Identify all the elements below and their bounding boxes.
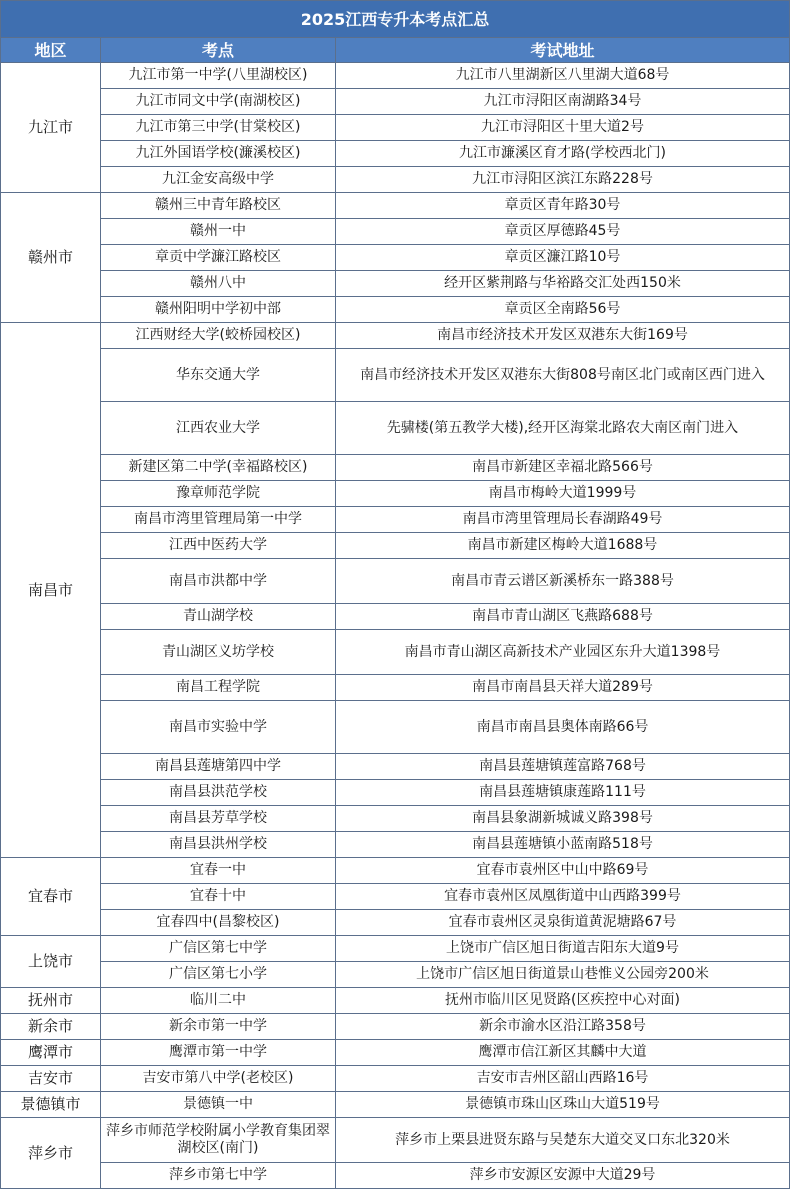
address-cell: 宜春市袁州区中山中路69号 — [336, 858, 790, 884]
site-cell: 萍乡市师范学校附属小学教育集团翠湖校区(南门) — [101, 1118, 336, 1163]
table-row — [1, 1092, 790, 1118]
table-row — [1, 245, 790, 271]
table-row — [1, 141, 790, 167]
site-cell: 吉安市第八中学(老校区) — [101, 1066, 336, 1092]
region-cell: 抚州市 — [1, 988, 101, 1014]
site-cell: 广信区第七小学 — [101, 962, 336, 988]
site-cell: 新余市第一中学 — [101, 1014, 336, 1040]
address-cell: 南昌市南昌县天祥大道289号 — [336, 675, 790, 701]
table-row — [1, 962, 790, 988]
table-row — [1, 701, 790, 754]
table-row — [1, 323, 790, 349]
region-cell: 宜春市 — [1, 858, 101, 936]
site-cell: 广信区第七中学 — [101, 936, 336, 962]
address-cell: 南昌市新建区梅岭大道1688号 — [336, 533, 790, 559]
address-cell: 南昌县象湖新城诚义路398号 — [336, 806, 790, 832]
site-cell: 江西农业大学 — [101, 402, 336, 455]
region-cell: 九江市 — [1, 63, 101, 193]
site-cell: 青山湖学校 — [101, 604, 336, 630]
site-cell: 南昌县芳草学校 — [101, 806, 336, 832]
table-row — [1, 507, 790, 533]
site-cell: 萍乡市第七中学 — [101, 1163, 336, 1189]
address-cell: 南昌市经济技术开发区双港东大街808号南区北门或南区西门进入 — [336, 349, 790, 402]
site-cell: 青山湖区义坊学校 — [101, 630, 336, 675]
site-cell: 九江外国语学校(濂溪校区) — [101, 141, 336, 167]
table-row — [1, 630, 790, 675]
site-cell: 景德镇一中 — [101, 1092, 336, 1118]
address-cell: 南昌县莲塘镇康莲路111号 — [336, 780, 790, 806]
address-cell: 南昌县莲塘镇小蓝南路518号 — [336, 832, 790, 858]
site-cell: 临川二中 — [101, 988, 336, 1014]
table-row — [1, 559, 790, 604]
region-cell: 景德镇市 — [1, 1092, 101, 1118]
address-cell: 南昌市南昌县奥体南路66号 — [336, 701, 790, 754]
site-cell: 南昌县莲塘第四中学 — [101, 754, 336, 780]
site-cell: 赣州八中 — [101, 271, 336, 297]
address-cell: 萍乡市上栗县进贤东路与吴楚东大道交叉口东北320米 — [336, 1118, 790, 1163]
address-cell: 吉安市吉州区韶山西路16号 — [336, 1066, 790, 1092]
address-cell: 南昌市青山湖区飞燕路688号 — [336, 604, 790, 630]
site-cell: 南昌县洪州学校 — [101, 832, 336, 858]
region-cell: 萍乡市 — [1, 1118, 101, 1189]
table-row — [1, 1163, 790, 1189]
table-row — [1, 63, 790, 89]
address-cell: 新余市渝水区沿江路358号 — [336, 1014, 790, 1040]
site-cell: 九江市同文中学(南湖校区) — [101, 89, 336, 115]
table-title: 2025江西专升本考点汇总 — [1, 1, 790, 38]
table-row — [1, 167, 790, 193]
address-cell: 宜春市袁州区灵泉街道黄泥塘路67号 — [336, 910, 790, 936]
site-cell: 南昌市实验中学 — [101, 701, 336, 754]
address-cell: 九江市浔阳区南湖路34号 — [336, 89, 790, 115]
table-row — [1, 1040, 790, 1066]
table-row — [1, 936, 790, 962]
address-cell: 九江市濂溪区育才路(学校西北门) — [336, 141, 790, 167]
site-cell: 赣州阳明中学初中部 — [101, 297, 336, 323]
address-cell: 九江市浔阳区十里大道2号 — [336, 115, 790, 141]
address-cell: 南昌市湾里管理局长春湖路49号 — [336, 507, 790, 533]
table-body — [1, 63, 790, 1189]
table-row — [1, 115, 790, 141]
region-cell: 上饶市 — [1, 936, 101, 988]
table-row — [1, 604, 790, 630]
table-row — [1, 754, 790, 780]
site-cell: 南昌市湾里管理局第一中学 — [101, 507, 336, 533]
site-cell: 九江市第一中学(八里湖校区) — [101, 63, 336, 89]
header-address: 考试地址 — [336, 38, 790, 63]
address-cell: 章贡区濂江路10号 — [336, 245, 790, 271]
header-region: 地区 — [1, 38, 101, 63]
table-row — [1, 219, 790, 245]
address-cell: 九江市八里湖新区八里湖大道68号 — [336, 63, 790, 89]
site-cell: 章贡中学濂江路校区 — [101, 245, 336, 271]
table-row — [1, 884, 790, 910]
site-cell: 赣州一中 — [101, 219, 336, 245]
table-row — [1, 1118, 790, 1163]
region-cell: 鹰潭市 — [1, 1040, 101, 1066]
address-cell: 经开区紫荆路与华裕路交汇处西150米 — [336, 271, 790, 297]
address-cell: 宜春市袁州区凤凰街道中山西路399号 — [336, 884, 790, 910]
address-cell: 抚州市临川区见贤路(区疾控中心对面) — [336, 988, 790, 1014]
table-row — [1, 1014, 790, 1040]
table-row — [1, 832, 790, 858]
table-row — [1, 533, 790, 559]
address-cell: 章贡区厚德路45号 — [336, 219, 790, 245]
table-row — [1, 988, 790, 1014]
region-cell: 赣州市 — [1, 193, 101, 323]
table-row — [1, 1066, 790, 1092]
site-cell: 南昌县洪范学校 — [101, 780, 336, 806]
site-cell: 豫章师范学院 — [101, 481, 336, 507]
site-cell: 江西中医药大学 — [101, 533, 336, 559]
table-row — [1, 481, 790, 507]
address-cell: 上饶市广信区旭日街道景山巷惟义公园旁200米 — [336, 962, 790, 988]
site-cell: 宜春十中 — [101, 884, 336, 910]
site-cell: 九江市第三中学(甘棠校区) — [101, 115, 336, 141]
address-cell: 鹰潭市信江新区其麟中大道 — [336, 1040, 790, 1066]
site-cell: 鹰潭市第一中学 — [101, 1040, 336, 1066]
address-cell: 萍乡市安源区安源中大道29号 — [336, 1163, 790, 1189]
address-cell: 南昌市青云谱区新溪桥东一路388号 — [336, 559, 790, 604]
table-row — [1, 349, 790, 402]
address-cell: 上饶市广信区旭日街道吉阳东大道9号 — [336, 936, 790, 962]
site-cell: 南昌工程学院 — [101, 675, 336, 701]
table-row — [1, 402, 790, 455]
site-cell: 赣州三中青年路校区 — [101, 193, 336, 219]
site-cell: 宜春一中 — [101, 858, 336, 884]
table-row — [1, 806, 790, 832]
header-site: 考点 — [101, 38, 336, 63]
table-row — [1, 193, 790, 219]
table-row — [1, 271, 790, 297]
address-cell: 先骕楼(第五教学大楼),经开区海棠北路农大南区南门进入 — [336, 402, 790, 455]
table-row — [1, 675, 790, 701]
address-cell: 九江市浔阳区滨江东路228号 — [336, 167, 790, 193]
table-row — [1, 780, 790, 806]
address-cell: 南昌县莲塘镇莲富路768号 — [336, 754, 790, 780]
region-cell: 吉安市 — [1, 1066, 101, 1092]
region-cell: 南昌市 — [1, 323, 101, 858]
site-cell: 江西财经大学(蛟桥园校区) — [101, 323, 336, 349]
table-row — [1, 455, 790, 481]
table-row — [1, 297, 790, 323]
site-cell: 九江金安高级中学 — [101, 167, 336, 193]
table-row — [1, 858, 790, 884]
table-row — [1, 910, 790, 936]
site-cell: 新建区第二中学(幸福路校区) — [101, 455, 336, 481]
address-cell: 南昌市梅岭大道1999号 — [336, 481, 790, 507]
address-cell: 景德镇市珠山区珠山大道519号 — [336, 1092, 790, 1118]
site-cell: 南昌市洪都中学 — [101, 559, 336, 604]
address-cell: 南昌市经济技术开发区双港东大街169号 — [336, 323, 790, 349]
table-row — [1, 89, 790, 115]
site-cell: 宜春四中(昌黎校区) — [101, 910, 336, 936]
address-cell: 南昌市新建区幸福北路566号 — [336, 455, 790, 481]
address-cell: 章贡区全南路56号 — [336, 297, 790, 323]
region-cell: 新余市 — [1, 1014, 101, 1040]
address-cell: 章贡区青年路30号 — [336, 193, 790, 219]
address-cell: 南昌市青山湖区高新技术产业园区东升大道1398号 — [336, 630, 790, 675]
site-cell: 华东交通大学 — [101, 349, 336, 402]
